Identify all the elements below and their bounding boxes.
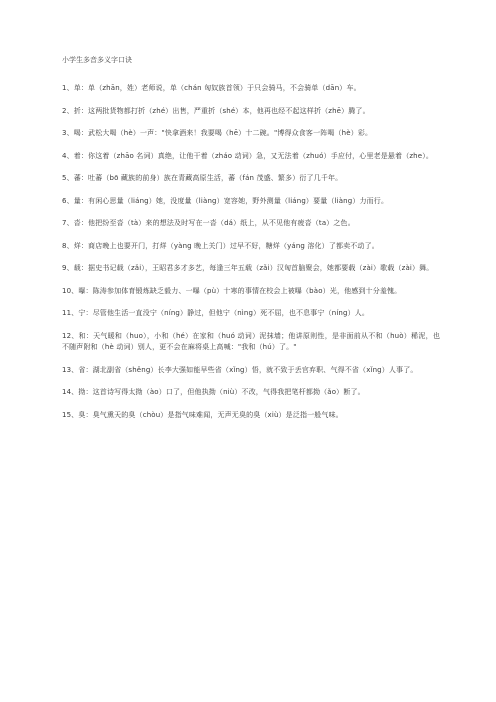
entry-12: 12、和：天气暖和（huo），小和（hé）在家和（huó 动词）泥抹墙；他讲原则性，是非面前从不和（huò）稀泥，也不随声附和（hè 动词）别人，更不会在麻将桌上高喊："我和（hú）了。" bbox=[62, 331, 440, 351]
entry-8: 8、烊：商店晚上也要开门，打烊（yàng 晚上关门）过早不好，糖烊（yáng 溶化）了都卖不动了。 bbox=[62, 241, 379, 250]
entry-5: 5、蕃：吐蕃（bō 藏族的前身）族在青藏高原生活，蕃（fán 茂盛、繁多）衍了几千年。 bbox=[62, 174, 343, 182]
entry-4: 4、着：你这着（zhāo 名词）真绝，让他干着（zháo 动词）急，又无法着（zhuó）手应付，心里老是悬着（zhe）。 bbox=[62, 151, 434, 160]
document-body bbox=[62, 55, 440, 432]
entry-14: 14、拗：这首诗写得太拗（ào）口了，但他执拗（niù）不改，气得我把笔杆都拗（ǎo）断了。 bbox=[62, 388, 365, 396]
entry-9: 9、载：据史书记载（zǎi），王昭君多才多艺，每逢三年五载（zǎi）汉匈首脑聚会，她都要载（zài）歌载（zài）舞。 bbox=[62, 264, 434, 272]
document-title: 小学生多音多义字口诀 bbox=[62, 56, 132, 64]
entry-2: 2、折：这两批货物都打折（zhé）出售，严重折（shé）本，他再也经不起这样折（zhē）腾了。 bbox=[62, 106, 370, 115]
entry-11: 11、宁：尽管他生活一直没宁（níng）静过，但他宁（nìng）死不屈，也不息事宁（níng）人。 bbox=[62, 309, 370, 317]
entry-6: 6、量：有闲心思量（liáng）她，没度量（liàng）宽容她，野外测量（liáng）要量（liàng）力而行。 bbox=[62, 196, 389, 205]
entry-15: 15、臭：臭气熏天的臭（chòu）是指气味难闻，无声无臭的臭（xiù）是泛指一般气味。 bbox=[62, 410, 343, 419]
entry-1: 1、单：单（zhān，姓）老师说，单（chán 匈奴族首领）于只会骑马，不会骑单（dān）车。 bbox=[62, 84, 361, 92]
entry-3: 3、喝：武松大喝（hè）一声："快拿酒来！我要喝（hē）十二碗。"博得众食客一阵喝（hè）彩。 bbox=[62, 129, 373, 137]
entry-13: 13、省：湖北副省（shěng）长李大强如能早些省（xǐng）悟，就不致于丢官弃职、气得不省（xǐng）人事了。 bbox=[62, 365, 418, 374]
entry-10: 10、曝：陈涛参加体育锻炼缺乏毅力、一曝（pù）十寒的事情在校会上被曝（bào）光，他感到十分羞愧。 bbox=[62, 286, 402, 295]
entry-7: 7、沓：他把纷至沓（tà）来的想法及时写在一沓（dá）纸上，从不见他有疲沓（ta）之色。 bbox=[62, 219, 355, 227]
